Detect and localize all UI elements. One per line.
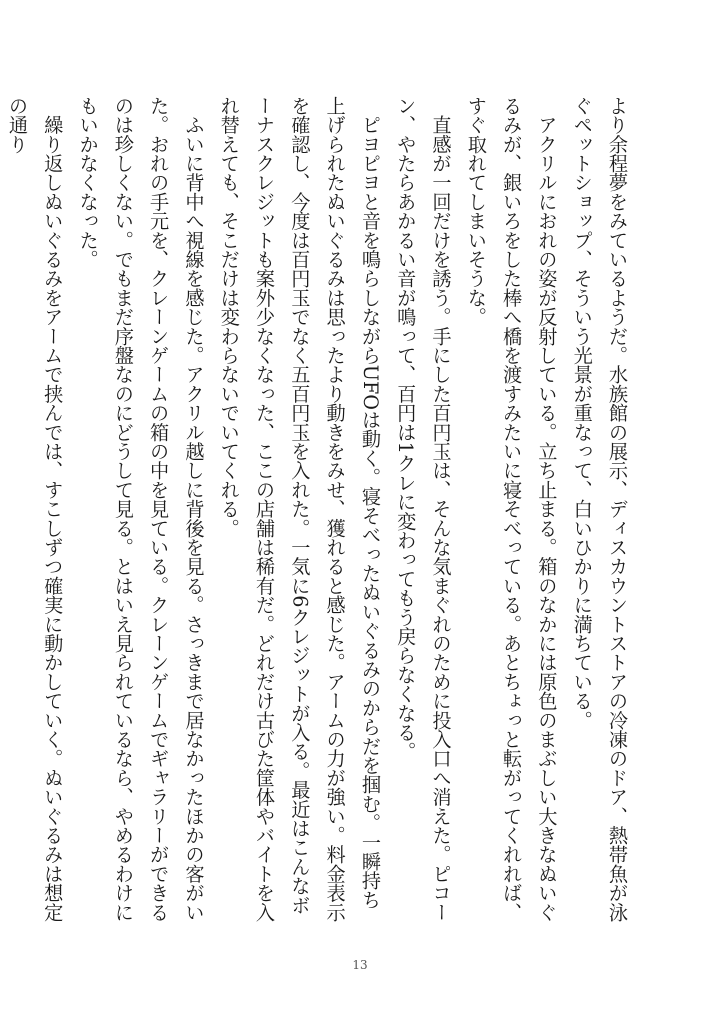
paragraph: 直感が一回だけを誘う。手にした百円玉は、そんな気まぐれのために投入口へ消えた。ピコーン、やたらあかるい音が鳴って、百円は1クレに変わってもう戻らなくなる。: [394, 96, 453, 922]
page-number: 13: [352, 958, 368, 972]
paragraph: アクリルにおれの姿が反射している。立ち止まる。箱のなかには原色のまぶしい大きなぬいぐるみが、銀いろをした棒へ橋を渡すみたいに寝そべっている。あとちょっと転がってくれれば、すぐ取れてしまいそうな。: [464, 96, 559, 922]
paragraph: ふいに背中へ視線を感じた。アクリル越しに背後を見る。さっきまで居なかったほかの客がいた。おれの手元を、クレーンゲームの箱の中を見ている。クレーンゲームでギャラリーができるのは珍しくない。でもまだ序盤なのにどうして見る。とはいえ見られているなら、やめるわけにもいかなくなった。: [76, 96, 206, 922]
paragraph: 繰り返しぬいぐるみをアームで挟んでは、すこしずつ確実に動かしていく。ぬいぐるみは想定の通り: [5, 96, 65, 922]
paragraph: より余程夢をみているようだ。水族館の展示、ディスカウントストアの冷凍のドア、熱帯魚が泳ぐペットショップ、そういう光景が重なって、白いひかりに満ちている。: [570, 96, 629, 922]
vertical-text-body: [0, 96, 635, 926]
paragraph: ピヨピヨと音を鳴らしながらUFOは動く。寝そべったぬいぐるみのからだを掴む。一瞬持ち上げられたぬいぐるみは思ったより動きをみせ、獲れると感じた。アームの力が強い。料金表示を確認し、今度は百円玉でなく五百円玉を入れた。一気に6クレジットが入る。最近はこんなボーナスクレジットも案外少なくなった、ここの店舗は稀有だ。どれだけ古びた筐体やバイトを入れ替えても、そこだけは変わらないでいてくれる。: [217, 96, 382, 922]
